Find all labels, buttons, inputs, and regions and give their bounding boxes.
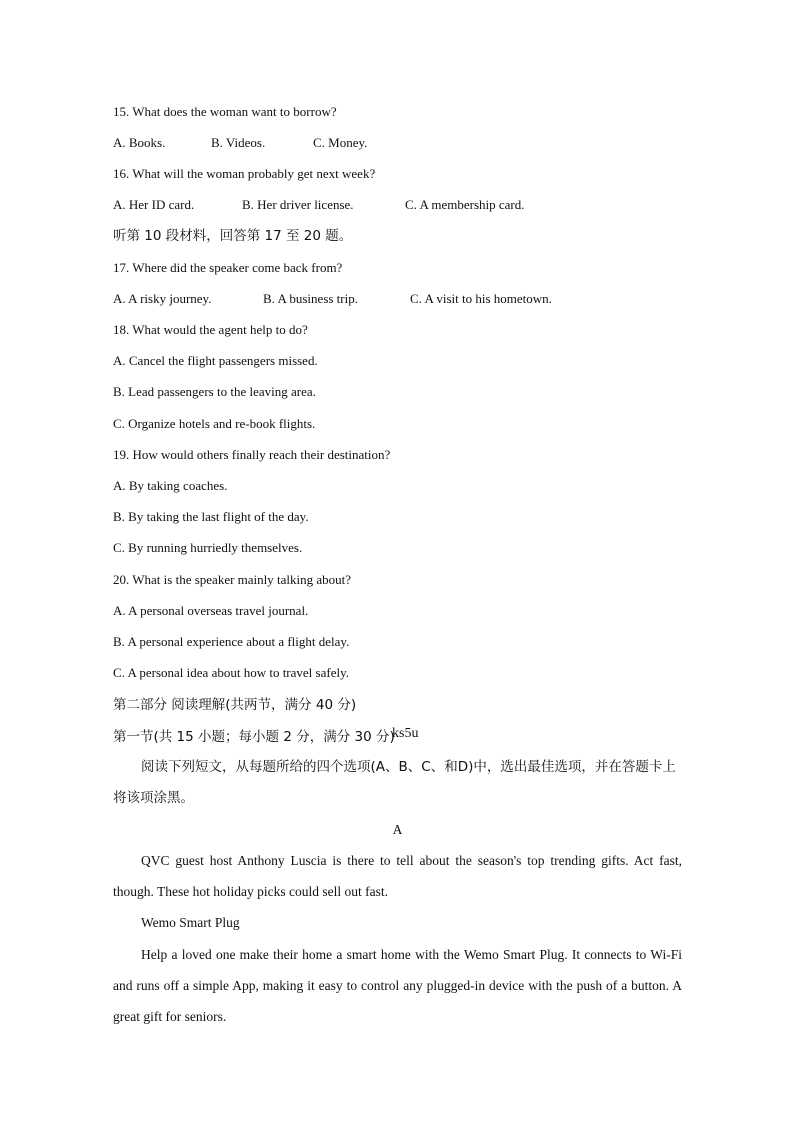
option-c: C. A personal idea about how to travel safely. [113, 665, 349, 680]
option-b: B. A business trip. [263, 291, 358, 306]
option-a: A. A risky journey. [113, 291, 212, 306]
question-20-stem: 20. What is the speaker mainly talking about? [113, 572, 352, 587]
product-name: Wemo Smart Plug [141, 915, 240, 930]
option-a: A. Cancel the flight passengers missed. [113, 353, 318, 368]
option-c: C. By running hurriedly themselves. [113, 540, 303, 555]
option-b: B. Her driver license. [242, 197, 354, 212]
option-a: A. A personal overseas travel journal. [113, 603, 309, 618]
section-note: 听第 10 段材料，回答第 17 至 20 题。 [113, 228, 353, 244]
question-15-stem: 15. What does the woman want to borrow? [113, 104, 337, 119]
option-b: B. Videos. [211, 135, 266, 150]
watermark-mark: ks5u [392, 726, 419, 741]
instructions: 阅读下列短文，从每题所给的四个选项(A、B、C、和D)中，选出最佳选项，并在答题卡上将该项涂黑。 [113, 759, 676, 806]
option-a: A. Her ID card. [113, 197, 195, 212]
section-one-heading: 第一节(共 15 小题；每小题 2 分，满分 30 分) [113, 729, 395, 745]
option-a: A. By taking coaches. [113, 478, 228, 493]
question-18-stem: 18. What would the agent help to do? [113, 322, 308, 337]
option-a: A. Books. [113, 135, 166, 150]
question-17-stem: 17. Where did the speaker come back from? [113, 260, 343, 275]
option-c: C. A visit to his hometown. [410, 291, 552, 306]
question-16-stem: 16. What will the woman probably get next week? [113, 166, 376, 181]
question-19-stem: 19. How would others finally reach their destination? [113, 447, 391, 462]
option-c: C. Money. [313, 135, 368, 150]
part-two-heading: 第二部分 阅读理解(共两节，满分 40 分) [113, 697, 357, 713]
product-description: Help a loved one make their home a smart home with the Wemo Smart Plug. It connects to Wi-Fi and runs off a simple App, making it easy to control any plugged-in device with the push of a button. A great gift for seniors. [113, 947, 682, 1024]
passage-label: A [392, 822, 403, 837]
option-b: B. By taking the last flight of the day. [113, 509, 309, 524]
passage-intro: QVC guest host Anthony Luscia is there to tell about the season's top trending gifts. Act fast, though. These hot holiday picks could sell out fast. [113, 853, 682, 899]
option-b: B. A personal experience about a flight delay. [113, 634, 350, 649]
option-c: C. A membership card. [405, 197, 525, 212]
option-c: C. Organize hotels and re-book flights. [113, 416, 316, 431]
option-b: B. Lead passengers to the leaving area. [113, 384, 316, 399]
